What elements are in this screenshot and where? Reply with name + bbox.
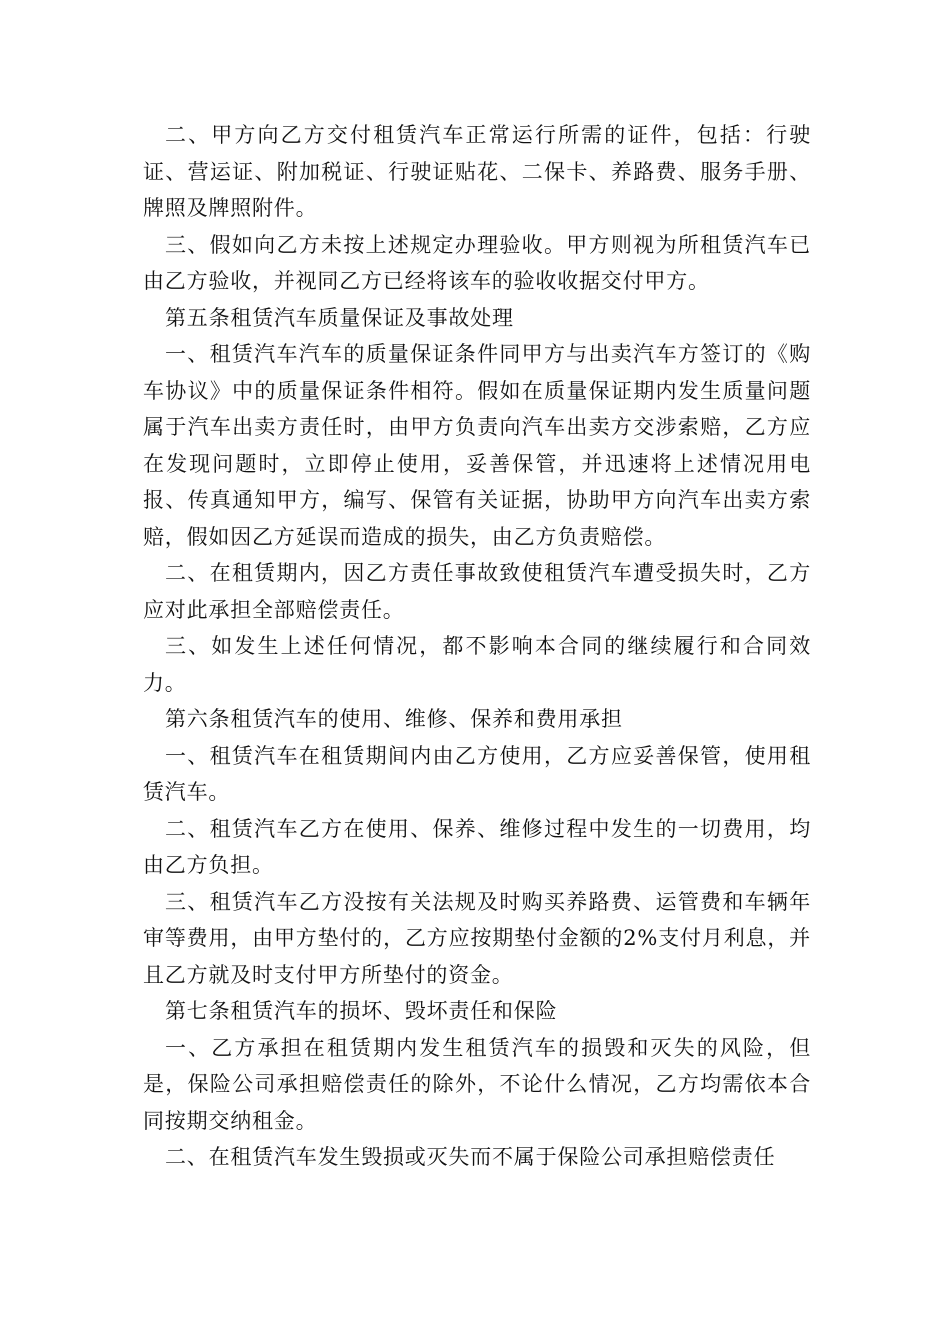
clause-paragraph: 三、假如向乙方未按上述规定办理验收。甲方则视为所租赁汽车已由乙方验收，并视同乙方已经将该车的验收收据交付甲方。: [143, 232, 811, 293]
clause-paragraph: 一、租赁汽车在租赁期间内由乙方使用，乙方应妥善保管，使用租赁汽车。: [143, 743, 811, 804]
clause-paragraph: 三、如发生上述任何情况，都不影响本合同的继续履行和合同效力。: [143, 634, 811, 695]
article-heading: 第五条租赁汽车质量保证及事故处理: [165, 305, 514, 330]
article-heading: 第六条租赁汽车的使用、维修、保养和费用承担: [165, 707, 623, 731]
clause-paragraph: 三、租赁汽车乙方没按有关法规及时购买养路费、运管费和车辆年审等费用，由甲方垫付的，乙方应按期垫付金额的2%支付月利息，并且乙方就及时支付甲方所垫付的资金。: [143, 889, 811, 987]
clause-paragraph: 一、乙方承担在租赁期内发生租赁汽车的损毁和灭失的风险，但是，保险公司承担赔偿责任的除外，不论什么情况，乙方均需依本合同按期交纳租金。: [143, 1035, 811, 1133]
document-body: [143, 117, 811, 1176]
clause-paragraph: 二、租赁汽车乙方在使用、保养、维修过程中发生的一切费用，均由乙方负担。: [143, 816, 811, 877]
article-heading: 第七条租赁汽车的损坏、毁坏责任和保险: [165, 999, 558, 1023]
clause-paragraph: 二、在租赁期内，因乙方责任事故致使租赁汽车遭受损失时，乙方应对此承担全部赔偿责任。: [143, 561, 811, 622]
clause-paragraph: 一、租赁汽车汽车的质量保证条件同甲方与出卖汽车方签订的《购车协议》中的质量保证条件相符。假如在质量保证期内发生质量问题属于汽车出卖方责任时，由甲方负责向汽车出卖方交涉索赔，乙方应在发现问题时，立即停止使用，妥善保管，并迅速将上述情况用电报、传真通知甲方，编写、保管有关证据，协助甲方向汽车出卖方索赔，假如因乙方延误而造成的损失，由乙方负责赔偿。: [143, 342, 811, 549]
clause-paragraph: 二、甲方向乙方交付租赁汽车正常运行所需的证件，包括：行驶证、营运证、附加税证、行驶证贴花、二保卡、养路费、服务手册、牌照及牌照附件。: [143, 123, 811, 220]
clause-paragraph: 二、在租赁汽车发生毁损或灭失而不属于保险公司承担赔偿责任: [165, 1145, 776, 1169]
